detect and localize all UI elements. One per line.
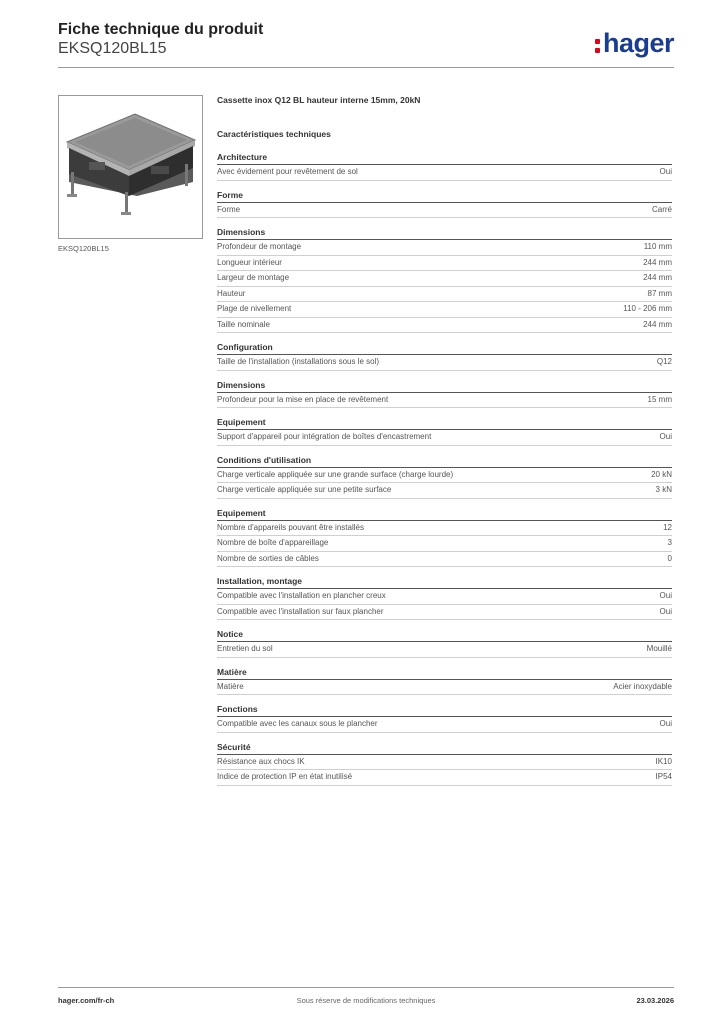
spec-section	[217, 666, 672, 696]
spec-label: Profondeur pour la mise en place de revêtement	[217, 394, 389, 404]
spec-section	[217, 741, 672, 786]
spec-section	[217, 379, 672, 409]
spec-section	[217, 507, 672, 568]
section-title: Dimensions	[217, 379, 672, 393]
spec-label: Compatible avec les canaux sous le plancher	[217, 719, 378, 728]
section-title: Forme	[217, 189, 672, 203]
footer-disclaimer: Sous réserve de modifications techniques	[296, 996, 436, 1005]
spec-label: Nombre d'appareils pouvant être installés	[217, 522, 364, 532]
spec-row	[217, 755, 672, 771]
section-title: Fonctions	[217, 703, 672, 717]
spec-label: Plage de nivellement	[217, 304, 292, 313]
spec-section	[217, 341, 672, 371]
spec-row	[217, 642, 672, 658]
spec-label: Longueur intérieur	[217, 257, 282, 267]
spec-row	[217, 287, 672, 303]
spec-row	[217, 770, 672, 786]
spec-value: Oui	[659, 591, 672, 600]
section-title: Conditions d'utilisation	[217, 454, 672, 468]
spec-row	[217, 536, 672, 552]
product-description: Cassette inox Q12 BL hauteur interne 15mm, 20kN	[217, 95, 421, 105]
hager-logo: hager	[595, 28, 674, 58]
spec-row	[217, 552, 672, 568]
logo-dots-icon	[595, 28, 601, 58]
spec-label: Taille nominale	[217, 319, 270, 329]
footer-divider	[58, 987, 674, 988]
spec-row	[217, 393, 672, 409]
spec-label: Indice de protection IP en état inutilisé	[217, 772, 353, 781]
section-title: Configuration	[217, 341, 672, 355]
spec-value: 20 kN	[651, 469, 672, 479]
spec-row	[217, 589, 672, 605]
spec-label: Forme	[217, 204, 241, 214]
spec-value: 110 - 206 mm	[623, 304, 672, 313]
floor-box-icon	[59, 96, 202, 238]
section-title: Equipement	[217, 416, 672, 430]
footer-website[interactable]: hager.com/fr-ch	[58, 996, 115, 1005]
header-divider	[58, 67, 674, 68]
footer-date: 23.03.2026	[636, 996, 674, 1005]
spec-label: Charge verticale appliquée sur une grande surface (charge lourde)	[217, 469, 454, 479]
spec-row	[217, 430, 672, 446]
spec-row	[217, 605, 672, 621]
spec-label: Nombre de sorties de câbles	[217, 553, 319, 563]
spec-label: Support d'appareil pour intégration de boîtes d'encastrement	[217, 432, 432, 441]
spec-label: Charge verticale appliquée sur une petite surface	[217, 485, 392, 494]
spec-row	[217, 468, 672, 484]
spec-section	[217, 151, 672, 181]
spec-value: Q12	[656, 357, 672, 366]
spec-value: 87 mm	[647, 288, 672, 298]
product-image	[58, 95, 203, 239]
spec-row	[217, 483, 672, 499]
spec-row	[217, 355, 672, 371]
spec-row	[217, 717, 672, 733]
spec-label: Compatible avec l'installation sur faux plancher	[217, 606, 384, 616]
spec-value: Carré	[651, 204, 672, 214]
spec-section	[217, 628, 672, 658]
spec-value: 12	[663, 522, 672, 532]
spec-row	[217, 271, 672, 287]
spec-value: 244 mm	[643, 273, 672, 282]
spec-section	[217, 189, 672, 219]
spec-label: Matière	[217, 681, 244, 691]
spec-label: Nombre de boîte d'appareillage	[217, 538, 329, 547]
spec-sections	[217, 151, 672, 786]
spec-value: Oui	[659, 167, 672, 176]
section-title: Installation, montage	[217, 575, 672, 589]
product-reference: EKSQ120BL15	[58, 40, 167, 57]
spec-row	[217, 240, 672, 256]
spec-row	[217, 318, 672, 334]
spec-value: 244 mm	[643, 319, 672, 329]
spec-section	[217, 454, 672, 499]
image-caption: EKSQ120BL15	[58, 244, 109, 253]
spec-value: 3 kN	[655, 485, 672, 494]
spec-label: Résistance aux chocs IK	[217, 756, 305, 766]
spec-row	[217, 680, 672, 696]
spec-value: 15 mm	[647, 394, 672, 404]
section-title: Matière	[217, 666, 672, 680]
spec-label: Largeur de montage	[217, 273, 290, 282]
section-title: Sécurité	[217, 741, 672, 755]
spec-label: Hauteur	[217, 288, 246, 298]
page-footer	[58, 996, 674, 1010]
spec-section	[217, 226, 672, 333]
section-title: Architecture	[217, 151, 672, 165]
section-title: Equipement	[217, 507, 672, 521]
spec-row	[217, 302, 672, 318]
spec-label: Entretien du sol	[217, 644, 273, 653]
specs-heading: Caractéristiques techniques	[217, 129, 331, 139]
spec-value: 0	[667, 553, 672, 563]
spec-value: Mouillé	[646, 644, 672, 653]
spec-value: 3	[667, 538, 672, 547]
spec-label: Compatible avec l'installation en plancher creux	[217, 591, 386, 600]
spec-content	[217, 91, 672, 786]
spec-value: Oui	[659, 719, 672, 728]
spec-section	[217, 416, 672, 446]
spec-row	[217, 203, 672, 219]
spec-label: Profondeur de montage	[217, 242, 302, 251]
spec-label: Taille de l'installation (installations sous le sol)	[217, 357, 380, 366]
page-header	[58, 20, 674, 70]
spec-value: IP54	[655, 772, 672, 781]
spec-section	[217, 703, 672, 733]
page-title: Fiche technique du produit	[58, 21, 264, 38]
section-title: Dimensions	[217, 226, 672, 240]
spec-value: 244 mm	[643, 257, 672, 267]
spec-value: IK10	[655, 756, 672, 766]
spec-value: 110 mm	[643, 242, 672, 251]
spec-value: Acier inoxydable	[613, 681, 672, 691]
spec-row	[217, 165, 672, 181]
spec-section	[217, 575, 672, 620]
spec-label: Avec évidement pour revêtement de sol	[217, 167, 358, 176]
spec-row	[217, 521, 672, 537]
section-title: Notice	[217, 628, 672, 642]
spec-value: Oui	[659, 606, 672, 616]
spec-row	[217, 256, 672, 272]
spec-value: Oui	[659, 432, 672, 441]
